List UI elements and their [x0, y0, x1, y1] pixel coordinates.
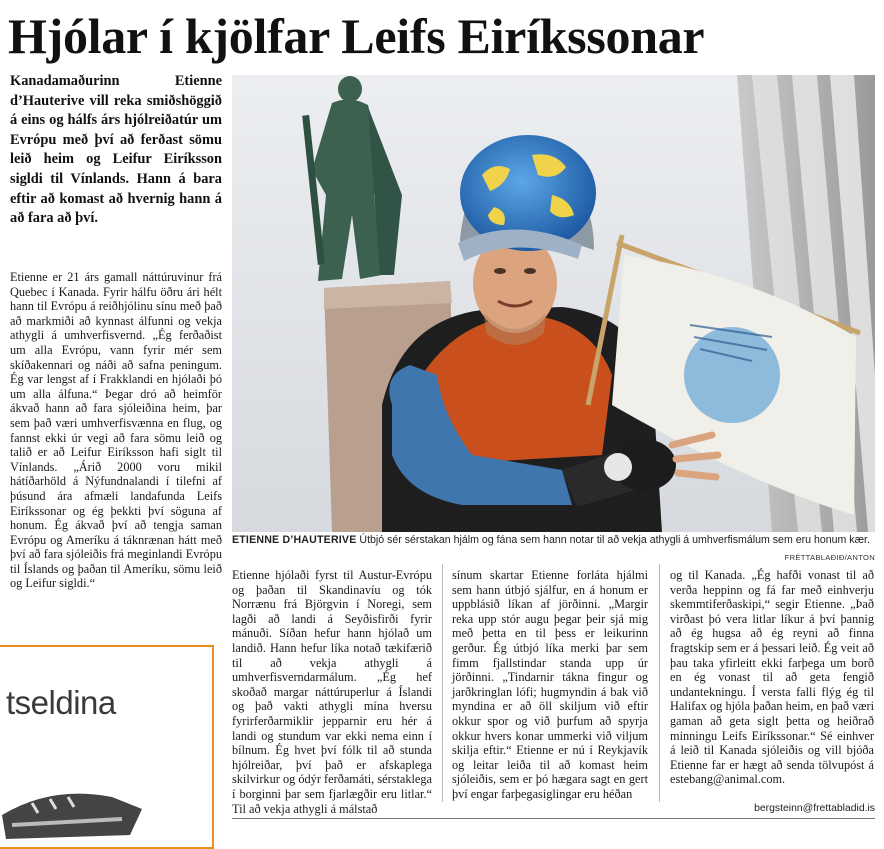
caption-text: Útbjó sér sérstakan hjálm og fána sem hann notar til að vekja athygli á umhverfismálum sem eru honum kær. — [356, 534, 870, 546]
article-column-3 — [670, 568, 874, 787]
article-photo — [232, 75, 875, 532]
left-column-text: Etienne er 21 árs gamall náttúruvinur frá Quebec í Kanada. Fyrir hálfu öðru ári hélt hann til Evrópu á reiðhjólinu sínu með það að markmiði að kynnast álfunni og vekja athygli á umhverfisvernd. „Ég ferðaðist um alla Evrópu, vann fyrir mér sem skíðakennari og náði að safna peningum. Ég var lengst af í Frakklandi en hjólaði þó um alla álfuna.“ Þegar dró að heimför ákvað hann að fara sjóleiðina heim, þar sem það væri umhverfisvænna en flug, og fannst ekki úr vegi að fara sömu leið og talið er að Leifur Eiríksson hafi siglt til Vínlands. „Árið 2000 voru mikil hátíðarhöld á Nýfundnalandi í tilefni af þúsund ára afmæli landafunda Leifs Eiríkssonar og ég þekkti því söguna af honum. Ég ákvað því að tengja saman Evrópu og Ameríku á táknrænan hátt með því að fara sjóleiðis frá meginlandi Evrópu til Íslands og þaðan til Ameríku, sömu leið og Leifur sigldi.“ — [10, 270, 222, 591]
column-2-text: sínum skartar Etienne forláta hjálmi sem hann útbjó sjálfur, en á honum er uppblásið líkan af jörðinni. „Margir reka upp stór augu þegar þeir sjá mig með þetta en til þess er leikurinn gerður. Ég útbjó líka merki þar sem fimm fjallstindar standa upp úr jörðinni. „Tindarnir tákna fingur og jarðkringlan lófi; hugmyndin á bak við myndina er að öll skiljum við eftir okkur spor og við þurfum að spyrja okkur hvers konar ummerki við viljum skilja eftir.“ Etienne er nú í Reykjavík og leitar leiða til að komast heim sjóleiðis, sem er þó hægara sagt en gert því engar farþegasiglingar eru héðan — [452, 568, 648, 801]
article-column-2 — [452, 568, 648, 802]
ad-text: tseldina — [6, 684, 116, 721]
bottom-rule — [232, 818, 875, 819]
photo-credit: FRÉTTABLAÐIÐ/ANTON — [784, 553, 875, 562]
cyclist-photo-illustration — [232, 75, 875, 532]
column-3-text: og til Kanada. „Ég hafði vonast til að verða heppinn og fá far með einhverju skemmtiferðaskipi,“ segir Etienne. „Það virðast þó vera litlar líkur á því þannig að ég hugsa að ég reyni að finna fragtskip sem er á þessari leið. Ég veit að þau taka yfirleitt ekki farþega um borð en ég vonast til að geta fengið undantekningu. Í versta falli flýg ég til Halifax og hjóla þaðan heim, en það væri gaman að geta siglt þetta og heiðrað minningu Leifs Eiríkssonar.“ Sé einhver á leið til Kanada sjóleiðis og vill bjóða Etienne far er hægt að senda tölvupóst á estebang@animal.com. — [670, 568, 874, 787]
ad-shoe-image — [0, 775, 212, 849]
column-divider — [442, 564, 443, 802]
globe-helmet — [458, 135, 596, 261]
column-1-text: Etienne hjólaði fyrst til Austur-Evrópu og þaðan til Skandinavíu og tók Norrænu frá Björgvin í Noregi, sem lagði að landi á Seyðisfirði fyrir mánuði. Síðan hefur hann hjólað um landið. Hann hefur líka notað tækifærið til að vekja athygli á umhverfisverndarmálum. „Ég hef skoðað margar náttúruperlur á Íslandi og það vakti athygli mína hversu fyrirferðarmiklir jepparnir eru hér á landi og stundum var ekki nema einn í bílnum. Ég hvet því fólk til að stunda hjólreiðar, því það er afskaplega skilvirkur og ódýr ferðamáti, sérstaklega í borginni þar sem fjarlægðir eru litlar.“ Til að vekja athygli á málstað — [232, 568, 432, 816]
caption-name: ETIENNE D’HAUTERIVE — [232, 534, 357, 546]
lede-paragraph: Kanadamaðurinn Etienne d’Hauterive vill reka smiðshöggið á eins og hálfs árs hjólreiðatúr um Evrópu með því að ferðast sömu leið heim og Leifur Eiríksson sigldi til Vínlands. Hann á bara eftir að komast að hvernig hann á að fara að því. — [10, 73, 222, 227]
left-column — [10, 270, 222, 591]
byline: bergsteinn@frettabladid.is — [754, 803, 875, 814]
headline: Hjólar í kjölfar Leifs Eiríkssonar — [8, 8, 705, 64]
article-column-1 — [232, 568, 432, 816]
column-divider — [659, 564, 660, 802]
photo-caption — [232, 534, 875, 547]
advertisement-box — [0, 645, 214, 849]
